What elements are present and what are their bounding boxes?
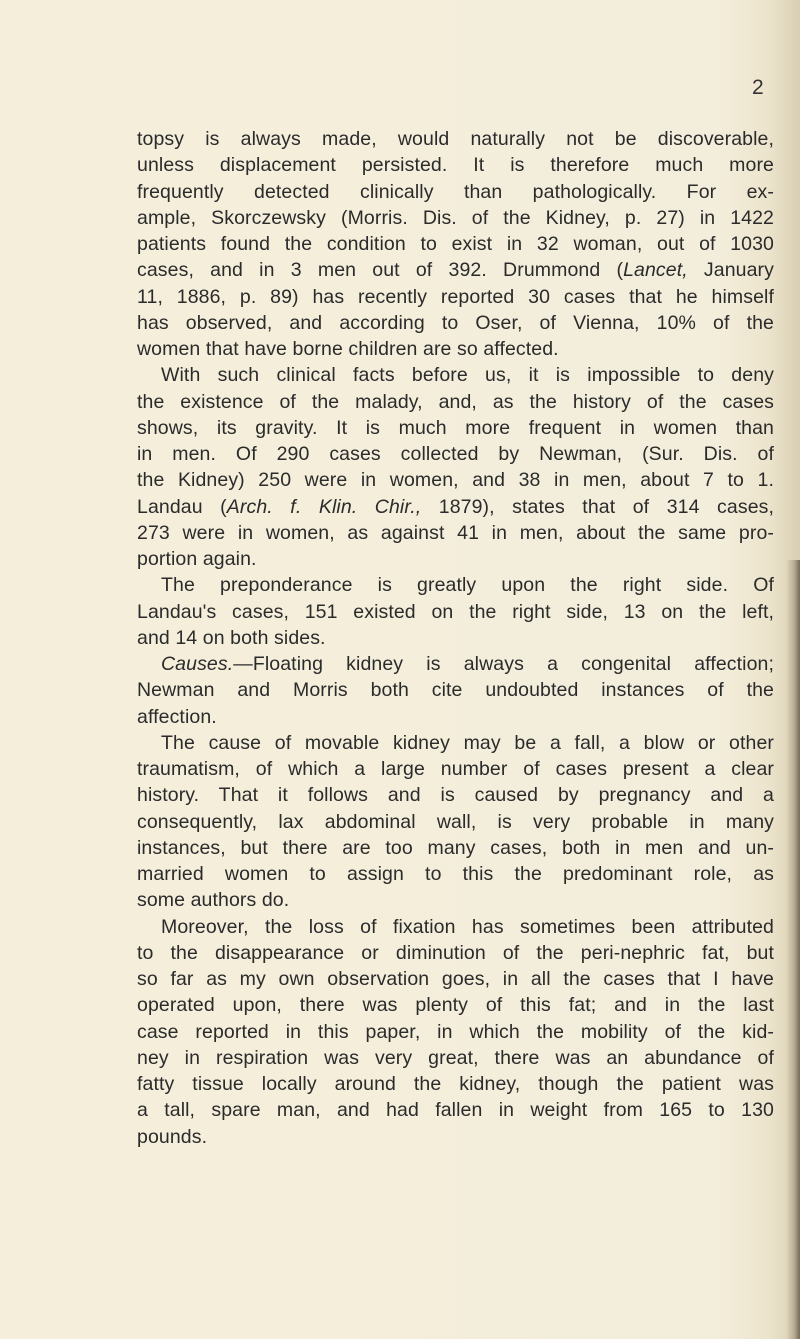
text-line xyxy=(137,494,774,520)
text-line: to the disappearance or diminution of the peri-nephric fat, but xyxy=(137,941,774,964)
citation-lancet: Lancet, xyxy=(623,259,688,282)
text-line: Newman and Morris both cite undoubted instances of the xyxy=(137,679,774,702)
text-line: affection. xyxy=(137,705,217,728)
text-line: a tall, spare man, and had fallen in weight from 165 to 130 xyxy=(137,1099,774,1122)
text-run: January xyxy=(687,259,774,282)
text-line: has observed, and according to Oser, of Vienna, 10% of the xyxy=(137,311,774,334)
body-text xyxy=(137,126,774,1150)
text-line: Moreover, the loss of fixation has sometimes been attributed xyxy=(161,915,774,938)
text-line xyxy=(137,651,774,677)
text-line: some authors do. xyxy=(137,889,290,912)
text-run: Landau ( xyxy=(137,495,227,518)
text-line: 11, 1886, p. 89) has recently reported 30 cases that he himself xyxy=(137,285,774,308)
text-line: 273 were in women, as against 41 in men, about the same pro- xyxy=(137,521,774,544)
text-run: cases, and in 3 men out of 392. Drummond ( xyxy=(137,259,624,282)
text-line: pounds. xyxy=(137,1125,208,1148)
text-run: —Floating kidney is always a congenital affection; xyxy=(233,653,774,675)
text-line: frequently detected clinically than pathologically. For ex- xyxy=(137,180,774,203)
text-line: ample, Skorczewsky (Morris. Dis. of the Kidney, p. 27) in 1422 xyxy=(137,206,774,229)
text-run: 1879), states that of 314 cases, xyxy=(421,495,775,518)
text-line: traumatism, of which a large number of cases present a clear xyxy=(137,758,774,780)
text-line: unless displacement persisted. It is therefore much more xyxy=(137,154,774,177)
text-line: topsy is always made, would naturally not be discoverable, xyxy=(137,128,774,150)
text-line: married women to assign to this the predominant role, as xyxy=(137,863,774,885)
text-line: fatty tissue locally around the kidney, though the patient was xyxy=(137,1073,774,1095)
text-line: portion again. xyxy=(137,548,257,570)
text-line: the Kidney) 250 were in women, and 38 in men, about 7 to 1. xyxy=(137,469,774,492)
text-line: history. That it follows and is caused by pregnancy and a xyxy=(137,784,774,807)
text-line: With such clinical facts before us, it is impossible to deny xyxy=(161,364,774,387)
text-line: shows, its gravity. It is much more frequent in women than xyxy=(137,416,774,439)
text-line: in men. Of 290 cases collected by Newman, (Sur. Dis. of xyxy=(137,443,774,465)
text-line: and 14 on both sides. xyxy=(137,626,326,649)
text-line: the existence of the malady, and, as the history of the cases xyxy=(137,390,774,413)
page-number: 2 xyxy=(752,76,764,99)
text-line: women that have borne children are so affected. xyxy=(137,338,559,360)
section-heading-causes: Causes. xyxy=(161,653,234,675)
text-line: patients found the condition to exist in 32 woman, out of 1030 xyxy=(137,233,774,255)
citation-arch: Arch. f. Klin. Chir., xyxy=(226,495,422,518)
text-line: so far as my own observation goes, in all the cases that I have xyxy=(137,968,774,990)
text-line: consequently, lax abdominal wall, is very probable in many xyxy=(137,810,774,833)
text-line xyxy=(137,257,774,283)
text-line: The cause of movable kidney may be a fall, a blow or other xyxy=(161,731,774,754)
text-line: operated upon, there was plenty of this fat; and in the last xyxy=(137,994,774,1017)
text-line: ney in respiration was very great, there was an abundance of xyxy=(137,1046,774,1069)
text-line: Landau's cases, 151 existed on the right side, 13 on the left, xyxy=(137,600,774,623)
page-edge-shadow xyxy=(786,560,800,1339)
text-line: The preponderance is greatly upon the right side. Of xyxy=(161,574,774,597)
text-line: instances, but there are too many cases, both in men and un- xyxy=(137,836,774,859)
text-line: case reported in this paper, in which the mobility of the kid- xyxy=(137,1020,774,1043)
